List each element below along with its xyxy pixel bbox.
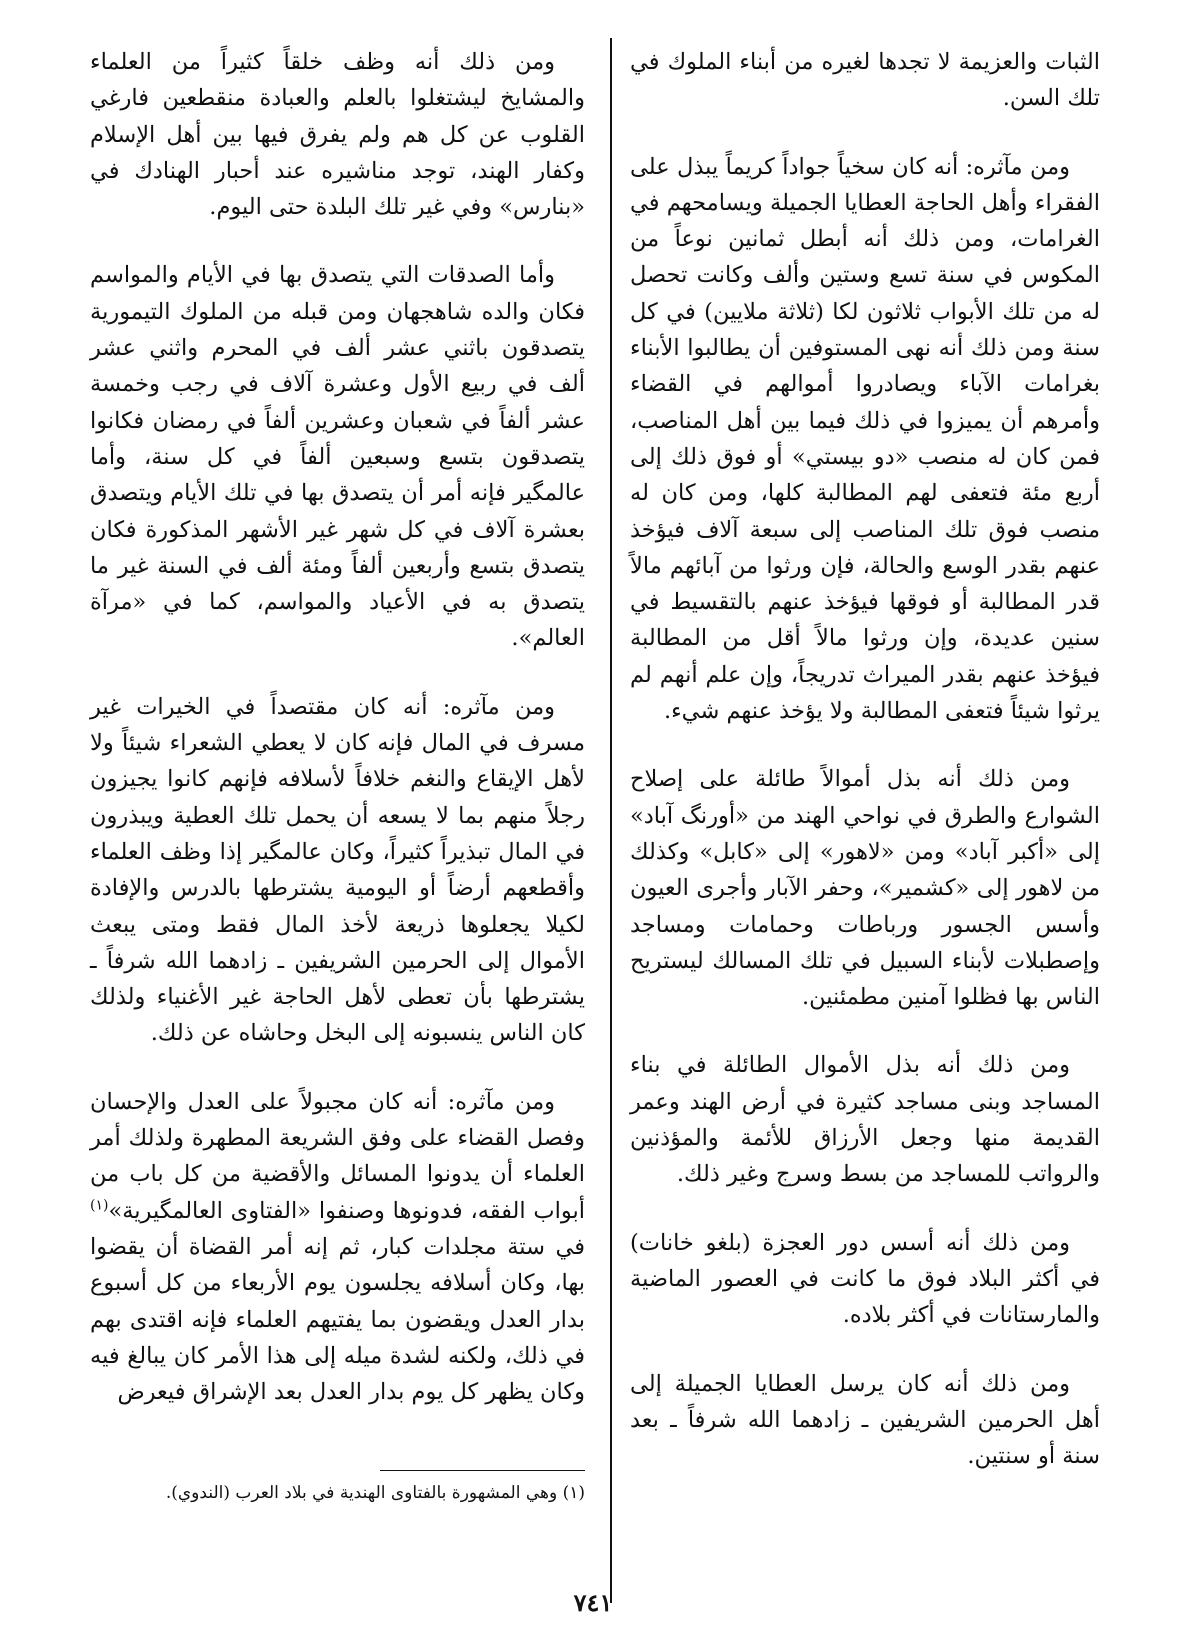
paragraph: وأما الصدقات التي يتصدق بها في الأيام والمواسم فكان والده شاهجهان ومن قبله من الملوك التيمورية يتصدقون باثني عشر ألف في المحرم واثني عشر ألف في ربيع الأول وعشرة آلاف في رجب وخمسة عشر ألفاً في شعبان وعشرين ألفاً في رمضان فكانوا يتصدقون بتسع وسبعين ألفاً في كل سنة، وأما عالمگير فإنه أمر أن يتصدق بها في تلك الأيام ويتصدق بعشرة آلاف في كل شهر غير الأشهر المذكورة فكان يتصدق بتسع وأربعين ألفاً ومئة ألف في السنة غير ما يتصدق به في الأعياد والمواسم، كما في «مرآة العالم». [90, 262, 586, 652]
paragraph: ومن ذلك أنه بذل أموالاً طائلة على إصلاح الشوارع والطرق في نواحي الهند من «أورنگ آباد» إلى «أكبر آباد» ومن «لاهور» إلى «كابل» وكذلك من لاهور إلى «كشمير»، وحفر الآبار وأجرى العيون وأسس الجسور ورباطات وحمامات ومساجد وإصطبلات لأبناء السبيل في تلك المسالك ليستريح الناس بها فظلوا آمنين مطمئنين. [630, 766, 1100, 1011]
paragraph-text: ومن مآثره: أنه كان مجبولاً على العدل والإحسان وفصل القضاء على وفق الشريعة المطهرة ولذلك أمر العلماء أن يدونوا المسائل والأقضية من كل باب من أبواب الفقه، فدونوها وصنفوا «الفتاوى العالمگيرية» [90, 1088, 585, 1224]
footnote: (١) وهي المشهورة بالفتاوى الهندية في بلاد العرب (الندوي). [165, 1483, 585, 1503]
paragraph: ومن ذلك أنه بذل الأموال الطائلة في بناء المساجد وبنى مساجد كثيرة في أرض الهند وعمر القديمة منها وجعل الأرزاق للأئمة والمؤذنين والرواتب للمساجد من بسط وسرج وغير ذلك. [630, 1052, 1100, 1188]
paragraph: ومن مآثره: أنه كان مقتصداً في الخيرات غير مسرف في المال فإنه كان لا يعطي الشعراء شيئاً ولا لأهل الإيقاع والنغم خلافاً لأسلافه فإنهم كانوا يجيزون رجلاً منهم بما لا يسعه أن يحمل تلك العطية ويبذرون في المال تبذيراً كثيراً، وكان عالمگير إذا وظف العلماء وأقطعهم أرضاً أو اليومية يشترطها بالدرس والإفادة لكيلا يجعلوها ذريعة لأخذ المال فقط ومتى يبعث الأموال إلى الحرمين الشريفين ـ زادهما الله شرفاً ـ يشترطها بأن تعطى لأهل الحاجة غير الأغنياء ولذلك كان الناس ينسبونه إلى البخل وحاشاه عن ذلك. [90, 693, 585, 1047]
paragraph: ومن ذلك أنه وظف خلقاً كثيراً من العلماء والمشايخ ليشتغلوا بالعلم والعبادة منقطعين فارغي القلوب عن كل هم ولم يفرق فيها بين أهل الإسلام وكفار الهند، توجد مناشيره عند أحبار الهنادك في «بنارس» وفي غير تلك البلدة حتى اليوم. [90, 49, 585, 221]
footnote-rule [380, 1470, 585, 1471]
right-column [630, 44, 1100, 1474]
page-number: ٧٤١ [573, 1588, 613, 1617]
paragraph-text: في ستة مجلدات كبار، ثم إنه أمر القضاة أن يقضوا بها، وكان أسلافه يجلسون يوم الأربعاء من كل أسبوع بدار العدل ويقضون بما يفتيهم العلماء فإنه اقتدى بهم في ذلك، ولكنه لشدة ميله إلى هذا الأمر كان يبالغ فيه وكان يظهر كل يوم بدار العدل بعد الإشراق فيعرض [90, 1233, 585, 1406]
paragraph [90, 1084, 585, 1411]
paragraph: ومن ذلك أنه أسس دور العجزة (بلغو خانات) في أكثر البلاد فوق ما كانت في العصور الماضية والمارستانات في أكثر بلاده. [630, 1229, 1100, 1329]
column-divider [610, 38, 612, 1603]
left-column [90, 44, 585, 1410]
paragraph: ومن ذلك أنه كان يرسل العطايا الجميلة إلى أهل الحرمين الشريفين ـ زادهما الله شرفاً ـ بعد سنة أو سنتين. [630, 1370, 1100, 1470]
paragraph: الثبات والعزيمة لا تجدها لغيره من أبناء الملوك في تلك السن. [630, 49, 1100, 112]
footnote-marker: (١) [90, 1197, 109, 1214]
paragraph: ومن مآثره: أنه كان سخياً جواداً كريماً يبذل على الفقراء وأهل الحاجة العطايا الجميلة ويسامحهم في الغرامات، ومن ذلك أنه أبطل ثمانين نوعاً من المكوس في سنة تسع وستين وألف وكانت تحصل له من تلك الأبواب ثلاثون لكا (ثلاثة ملايين) في كل سنة ومن ذلك أنه نهى المستوفين أن يطالبوا الأبناء بغرامات الآباء ويصادروا أموالهم في القضاء وأمرهم أن يميزوا في ذلك فيما بين أهل المناصب، فمن كان له منصب «دو بيستي» أو فوق ذلك إلى أربع مئة فتعفى لهم المطالبة كلها، ومن كان له منصب فوق تلك المناصب إلى سبعة آلاف فيؤخذ عنهم بقدر الوسع والحالة، فإن ورثوا من آبائهم مالاً قدر المطالبة أو فوقها فيؤخذ عنهم بالتقسيط في سنين عديدة، وإن ورثوا مالاً أقل من المطالبة فيؤخذ عنهم بقدر الميراث تدريجاً، وإن علم أنهم لم يرثوا شيئاً فتعفى المطالبة ولا يؤخذ عنهم شيء. [630, 153, 1100, 725]
